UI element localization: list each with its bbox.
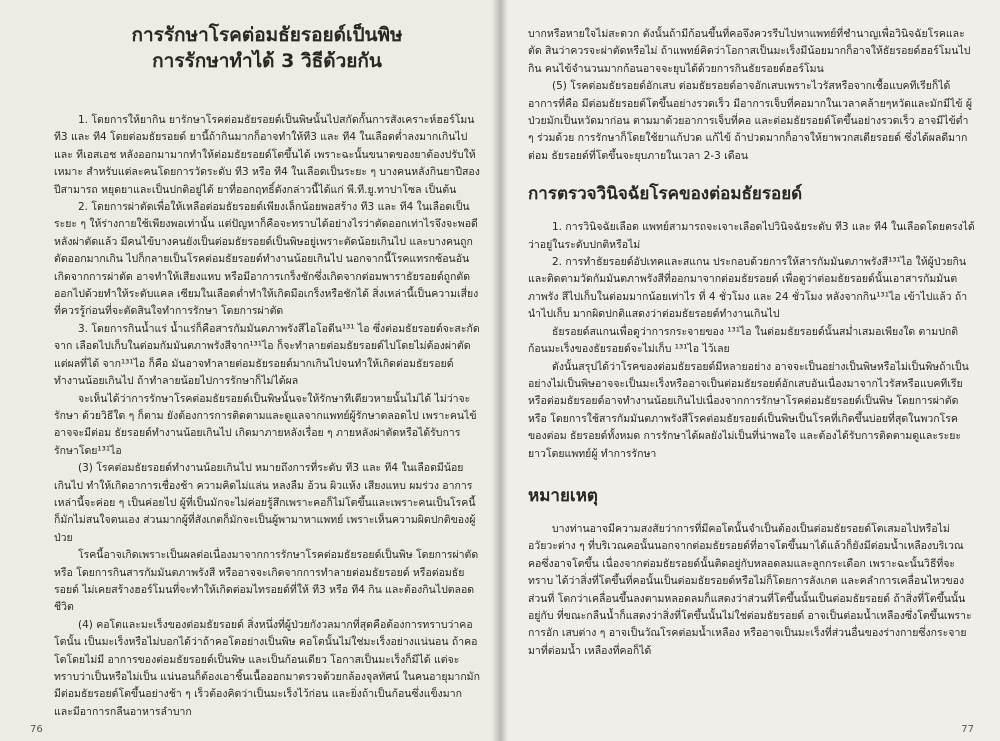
paragraph: 3. โดยการกินน้ำแร่ น้ำแร่ก็คือสารกัมมันตภาพรังสีไอโอดีน¹³¹ ไอ ซึ่งต่อมธัยรอยด์จะสะกัดจาก เลือดไปเก็บในต่อมกัมมันตภาพรังสีจาก¹³¹ไอ ก็จะทำลายต่อมธัยรอยด์ไปโดยไม่ต้องผ่าตัด แต่ผลที่ได้ จาก¹³¹ไอ ก็คือ มันอาจทำลายต่อมธัยรอยด์มากเกินไปจนทำให้เกิดต่อมธัยรอยด์ทำงานน้อยเกินไป ถ้าทำลายน้อยไปการรักษาก็ไม่ได้ผล [54, 322, 480, 388]
paragraph: ดังนั้นสรุปได้ว่าโรคของต่อมธัยรอยด์มีหลายอย่าง อาจจะเป็นอย่างเป็นพิษหรือไม่เป็นพิษถ้าเป็น อย่างไม่เป็นพิษอาจจะเป็นมะเร็งหรืออาจเป็นต่อมธัยรอยด์อักเสบอันเนื่องมาจากไวรัสหรือแบคทีเรีย หรือต่อมธัยรอยด์อาจทำงานน้อยเกินไปเนื่องจากการรักษาโรคต่อมธัยรอยด์เป็นพิษ โดยการผ่าตัดหรือ โดยการใช้สารกัมมันตภาพรังสีโรคต่อมธัยรอยด์เป็นพิษเป็นโรคที่เกิดขึ้นบ่อยที่สุดในพวกโรคของต่อม ธัยรอยด์ทั้งหมด การรักษาได้ผลยังไม่เป็นที่น่าพอใจ และต้องได้รับการติดตามดูและระยะยาวโดยแพทย์ผู้ ทำการรักษา [528, 360, 969, 460]
paragraph: โรคนี้อาจเกิดเพราะเป็นผลต่อเนื่องมาจากการรักษาโรคต่อมธัยรอยด์เป็นพิษ โดยการผ่าตัดหรือ โดยการกินสารกัมมันตภาพรังสี หรืออาจจะเกิดจากการทำลายต่อมธัยรอยด์ หรือต่อมธัยรอยด์ ไม่เคยสร้างฮอร์โมนที่จะทำให้เกิดต่อมไทรอยด์ที่ให้ ที3 หรือ ที4 กิน และต้องกินไปตลอดชีวิต [54, 549, 479, 614]
page-number: 76 [30, 724, 43, 735]
paragraph: บางท่านอาจมีความสงสัยว่าการที่มีคอโตนั้นจำเป็นต้องเป็นต่อมธัยรอยด์โตเสมอไปหรือไม่ อวัยวะต่าง ๆ ที่บริเวณคอนั้นนอกจากต่อมธัยรอยด์ที่อาจโตขึ้นมาได้แล้วก็ยังมีต่อมน้ำเหลืองบริเวณ คอซึ่งอาจโตขึ้น เนื่องจากต่อมธัยรอยด์นั้นติดอยู่กับหลอดลมและลูกกระเดือก เพราะฉะนั้นวิธีที่จะทราบ ได้ว่าสิ่งที่โตขึ้นที่คอนั้นเป็นต่อมธัยรอยด์หรือไม่ก็โดยการลังเกต และคลำการเคลื่อนไหวของส่วนที่ โตกว่าเคลื่อนขึ้นลงตามหลอดลมก็แสดงว่าส่วนที่โตขึ้นนั้นเป็นต่อมธัยรอยด์ ถ้าสิ่งที่โตขึ้นนั้นอยู่กับ ที่ขณะกลืนน้ำก็แสดงว่าสิ่งที่โตขึ้นนั้นไม่ใช่ต่อมธัยรอยด์ อาจเป็นต่อมน้ำเหลืองซึ่งโตขึ้นเพราะการอัก เสบต่าง ๆ อาจเป็นวัณโรคต่อมน้ำเหลือง หรืออาจเป็นมะเร็งที่ส่วนอื่นของร่างกายซึ่งกระจายมาที่ต่อมน้ำ เหลืองที่คอก็ได้ [528, 522, 972, 657]
right-page [500, 0, 1000, 741]
paragraph: จะเห็นได้ว่าการรักษาโรคต่อมธัยรอยด์เป็นพิษนั้นจะให้รักษาทีเดียวหายนั้นไม่ได้ ไม่ว่าจะรักษา ด้วยวิธีใด ๆ ก็ตาม ยังต้องการการติดตามและดูแลจากแพทย์ผู้รักษาตลอดไป เพราะคนไข้อาจจะมีต่อม ธัยรอยด์ทำงานน้อยเกินไป เกิดมาภายหลังเรื่อย ๆ ภายหลังผ่าตัดหรือได้รับการรักษาโดย¹³¹ไอ [54, 392, 477, 457]
section-heading-note: หมายเหตุ [528, 485, 598, 506]
paragraph: บากหรือหายใจไม่สะดวก ดังนั้นถ้ามีก้อนขึ้นที่คอจึงควรรีบไปหาแพทย์ที่ชำนาญเพื่อวินิจฉัยโรคและตัด สินว่าควรจะผ่าตัดหรือไม่ ถ้าแพทย์คิดว่าโอกาสเป็นมะเร็งมีน้อยมากก็อาจให้ธัยรอยด์ฮอร์โมนไปกิน คนไข้จำนวนมากก้อนอาจจะยุบได้ด้วยการกินธัยรอยด์ฮอร์โมน [528, 28, 971, 75]
paragraph: ธัยรอยด์สแกนเพื่อดูว่าการกระจายของ ¹³¹ไอ ในต่อมธัยรอยด์นั้นสม่ำเสมอเพียงใด ตามปกติ ก้อนมะเร็งของธัยรอยด์จะไม่เก็บ ¹³¹ไอ ไว้เลย [528, 325, 959, 356]
book-gutter [492, 0, 508, 741]
page-title-line1: การรักษาโรคต่อมธัยรอยด์เป็นพิษ [131, 24, 403, 46]
paragraph: 2. การทำธัยรอยด์อัปเทคและสแกน ประกอบด้วยการให้สารกัมมันตภาพรังสี¹³¹ไอ ให้ผู้ป่วยกิน และติดตามวัดกัมมันตภาพรังสีที่ออกมาจากต่อมธัยรอยด์ เพื่อดูว่าต่อมธัยรอยด์นั้นเอาสารกัมมันตภาพรัง สีไปเก็บในต่อมมากน้อยเท่าไร ที่ 4 ชั่วโมง และ 24 ชั่วโมง หลังจากกิน¹³¹ไอ เข้าไปแล้ว ถ้านำไปเก็บ มากผิดปกติแสดงว่าต่อมธัยรอยด์ทำงานเกินไป [528, 256, 968, 321]
left-body-text [54, 112, 480, 721]
page-number: 77 [961, 724, 974, 735]
paragraph: 2. โดยการผ่าตัดเพื่อให้เหลือต่อมธัยรอยด์เพียงเล็กน้อยพอสร้าง ที3 และ ที4 ในเลือดเป็นระยะ ๆ ให้ร่างกายใช้เพียงพอเท่านั้น แต่ปัญหาก็คือจะทราบได้อย่างไรว่าตัดออกเท่าไรจึงจะพอดี หลังผ่าตัดแล้ว มีคนไข้บางคนยังเป็นต่อมธัยรอยด์เป็นพิษอยู่เพราะตัดน้อยเกินไป และบางคนถูกตัดออกมากเกิน ไปก็กลายเป็นโรคต่อมธัยรอยด์ทำงานน้อยเกินไป นอกจากนี้โรคแทรกซ้อนอันเกิดจากการผ่าตัด อาจทำให้เสียงแหบ หรือมีอาการเกร็งชักซึ่งเกิดจากต่อมพาราธัยรอยด์ถูกตัดออกไปด้วยทำให้ระดับแคล เซียมในเลือดต่ำทำให้เกิดมือเกร็งหรือชักได้ สิ่งเหล่านี้เป็นความเสี่ยงที่ควรรู้ก่อนที่จะตัดสินใจทำการรักษา โดยการผ่าตัด [54, 201, 479, 318]
paragraph: (4) คอโตและมะเร็งของต่อมธัยรอยด์ สิ่งหนึ่งที่ผู้ป่วยกังวลมากที่สุดคือต้องการทราบว่าคอโตนั้น เป็นมะเร็งหรือไม่บอกได้ว่าถ้าคอโตอย่างเป็นพิษ คอโตนั้นไม่ใช่มะเร็งอย่างแน่นอน ถ้าคอโตโดยไม่มี อาการของต่อมธัยรอยด์เป็นพิษ และเป็นก้อนเดียว โอกาสเป็นมะเร็งก็มีได้ แต่จะทราบว่าเป็นหรือไม่เป็น แน่นอนก็ต้องเอาชิ้นเนื้อออกมาตรวจด้วยกล้องจุลทัศน์ ในคนอายุมากมักมีต่อมธัยรอยด์โตขึ้นอย่างช้า ๆ เร็วต้องคิดว่าเป็นมะเร็งไว้ก่อน และยิ่งถ้าเป็นก้อนซึ่งแข็งมาก และมีอาการกลืนอาหารลำบาก [54, 618, 480, 718]
right-body-text [528, 26, 976, 660]
paragraph: 1. โดยการให้ยากิน ยารักษาโรคต่อมธัยรอยด์เป็นพิษนั้นไปสกัดกั้นการสังเคราะห์ฮอร์โมน ที3 และ ที4 โดยต่อมธัยรอยด์ ยานี้ถ้ากินมากก็อาจทำให้ที3 และ ที4 ในเลือดต่ำลงมากเกินไป และ ทีเอสเอช หลังออกมามากทำให้ต่อมธัยรอยด์โตขึ้นได้ เพราะฉะนั้นขนาดของยาต้องปรับให้เหมาะ สำหรับแต่ละคนโดยการวัดระดับ ที3 หรือ ที4 ในเลือดเป็นระยะ ๆ บางคนหลังกินยาปีสองปีสามารถ หยุดยาและเป็นปกติอยู่ได้ ยาที่ออกฤทธิ์ดังกล่าวนี้ได้แก่ พี.ที.ยู.ทาปาโซล เป็นต้น [54, 114, 480, 196]
page-title-line2: การรักษาทำได้ 3 วิธีด้วยกัน [152, 50, 382, 72]
paragraph: (3) โรคต่อมธัยรอยด์ทำงานน้อยเกินไป หมายถึงการที่ระดับ ที3 และ ที4 ในเลือดมีน้อยเกินไป ทำให้เกิดอาการเชื่องช้า ความคิดไม่แล่น หลงลืม อ้วน ผิวแห้ง เสียงแหบ ผมร่วง อาการเหล่านี้จะค่อย ๆ เป็นค่อยไป ผู้ที่เป็นมักจะไม่ค่อยรู้สึกเพราะคอก็ไม่โตขึ้นและเพราะคนเป็นโรคนี้ก็มักไม่สนใจตนเอง ส่วนมากผู้ที่สังเกตก็มักจะเป็นผู้พามาหาแพทย์ เพราะเห็นความผิดปกติของผู้ป่วย [54, 462, 476, 544]
paragraph: (5) โรคต่อมธัยรอยด์อักเสบ ต่อมธัยรอยด์อาจอักเสบเพราะไวรัสหรือจากเชื้อแบคทีเรียก็ได้ อาการที่คือ มีต่อมธัยรอยด์โตขึ้นอย่างรวดเร็ว มีอาการเจ็บที่คอมากในเวลาคล้ายๆหวัดและมักมีไข้ ผู้ป่วยมักเป็นหวัดมาก่อน ตามมาด้วยอาการเจ็บที่คอ และต่อมธัยรอยด์โตขึ้นอย่างรวดเร็ว อาจมีไข้ต่ำ ๆ ร่วมด้วย การรักษาก็โดยใช้ยาแก้ปวด แก้ไข้ ถ้าปวดมากก็อาจให้ยาพวกสเตียรอยด์ ซึ่งได้ผลดีมากต่อม ธัยรอยด์ที่โตขึ้นจะยุบภายในเวลา 2-3 เดือน [528, 80, 972, 162]
section-heading-diagnosis: การตรวจวินิจฉัยโรคของต่อมธัยรอยด์ [528, 184, 803, 205]
paragraph: 1. การวินิจฉัยเลือด แพทย์สามารถจะเจาะเลือดไปวินิจฉัยระดับ ที3 และ ที4 ในเลือดโดยตรงได้ ว่าอยู่ในระดับปกติหรือไม่ [528, 221, 975, 251]
